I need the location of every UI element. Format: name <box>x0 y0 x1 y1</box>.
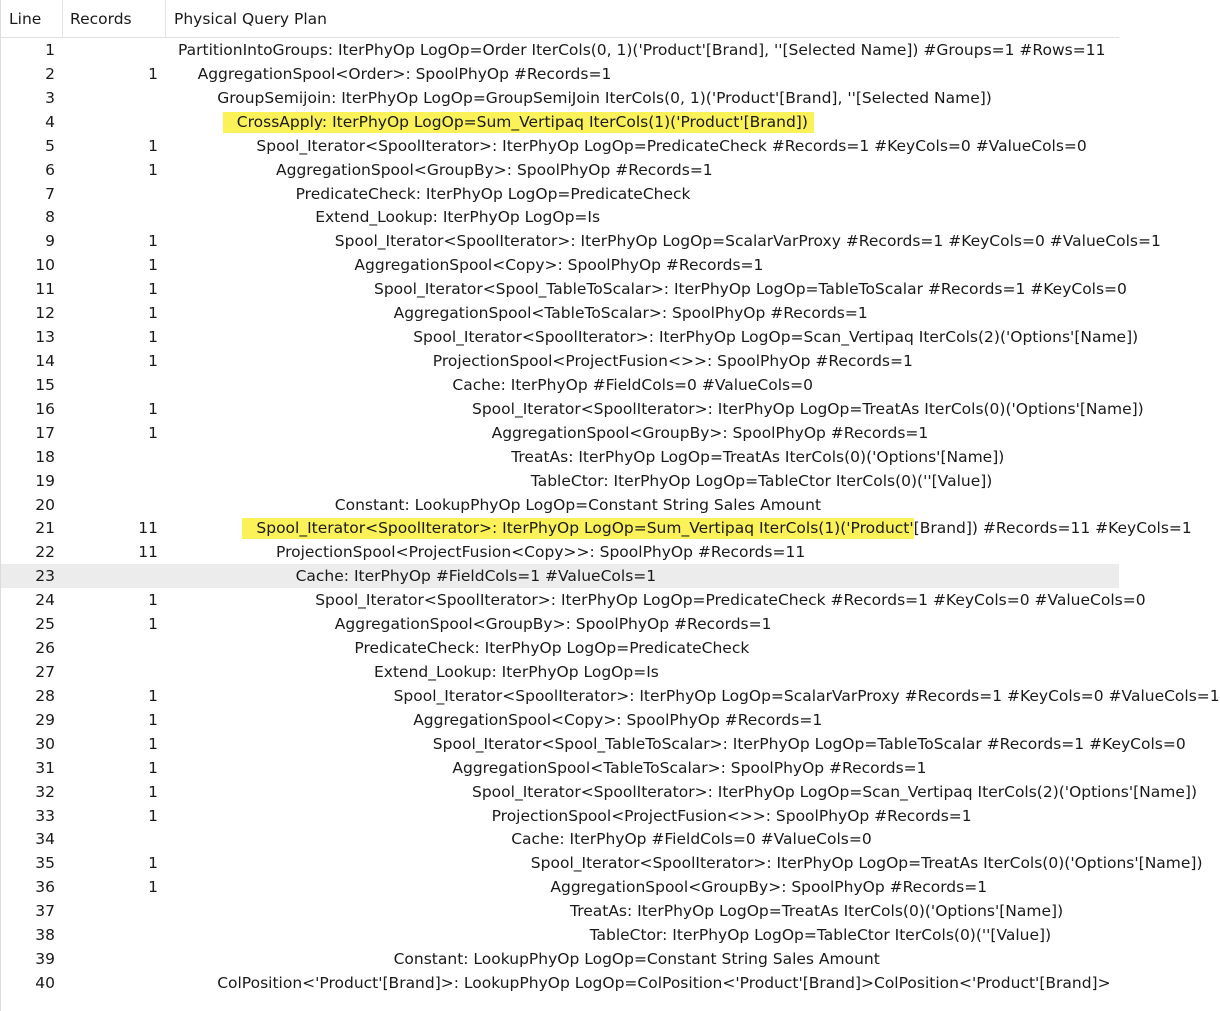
plan-operator-text: Extend_Lookup: IterPhyOp LogOp=Is <box>315 208 601 227</box>
plan-operator-text: AggregationSpool<GroupBy>: SpoolPhyOp #Records=1 <box>334 615 772 634</box>
line-number: 9 <box>45 232 55 251</box>
line-number: 14 <box>35 351 55 370</box>
line-number: 7 <box>45 184 55 203</box>
plan-row[interactable] <box>1 349 1119 373</box>
line-number: 37 <box>35 902 55 921</box>
records-count: 1 <box>148 136 158 155</box>
records-count: 11 <box>138 519 158 538</box>
plan-row[interactable] <box>1 660 1119 684</box>
plan-row[interactable] <box>1 612 1119 636</box>
plan-row[interactable] <box>1 229 1161 253</box>
line-number: 39 <box>35 950 55 969</box>
records-count: 1 <box>148 710 158 729</box>
line-number: 28 <box>35 686 55 705</box>
plan-operator-text: Cache: IterPhyOp #FieldCols=0 #ValueCols=0 <box>452 375 813 394</box>
plan-operator-text: TableCtor: IterPhyOp LogOp=TableCtor IterCols(0)(''[Value]) <box>530 471 993 490</box>
line-number: 4 <box>45 112 55 131</box>
plan-operator-text: PartitionIntoGroups: IterPhyOp LogOp=Order IterCols(0, 1)('Product'[Brand], ''[Selected Name]) #Groups=1 #Rows=11 <box>178 41 1106 59</box>
plan-operator-text: AggregationSpool<Copy>: SpoolPhyOp #Records=1 <box>413 710 823 729</box>
line-number: 3 <box>45 88 55 107</box>
plan-row[interactable] <box>1 947 1119 971</box>
line-number: 40 <box>35 973 55 992</box>
plan-row[interactable] <box>1 780 1198 804</box>
records-count: 1 <box>148 758 158 777</box>
plan-row[interactable] <box>1 421 1119 445</box>
line-number: 22 <box>35 543 55 562</box>
line-number: 5 <box>45 136 55 155</box>
plan-operator-text: AggregationSpool<GroupBy>: SpoolPhyOp #Records=1 <box>550 878 988 897</box>
plan-row[interactable] <box>1 301 1119 325</box>
line-number: 20 <box>35 495 55 514</box>
plan-operator-text: TableCtor: IterPhyOp LogOp=TableCtor IterCols(0)(''[Value]) <box>589 926 1052 945</box>
plan-row[interactable] <box>1 875 1119 899</box>
line-number: 33 <box>35 806 55 825</box>
line-number: 18 <box>35 447 55 466</box>
plan-operator-text: Constant: LookupPhyOp LogOp=Constant String Sales Amount <box>334 495 822 514</box>
records-count: 11 <box>138 543 158 562</box>
column-header-line[interactable]: Line <box>1 0 63 37</box>
plan-operator-text: AggregationSpool<TableToScalar>: SpoolPhyOp #Records=1 <box>393 304 868 323</box>
line-number: 26 <box>35 639 55 658</box>
plan-operator-text: AggregationSpool<TableToScalar>: SpoolPhyOp #Records=1 <box>452 758 927 777</box>
plan-row[interactable] <box>1 899 1119 923</box>
plan-row[interactable] <box>1 708 1119 732</box>
records-count: 1 <box>148 782 158 801</box>
plan-operator-text: ProjectionSpool<ProjectFusion<>>: SpoolPhyOp #Records=1 <box>432 351 913 370</box>
line-number: 13 <box>35 328 55 347</box>
line-number: 29 <box>35 710 55 729</box>
line-number: 17 <box>35 423 55 442</box>
plan-operator-text: Cache: IterPhyOp #FieldCols=1 #ValueCols=1 <box>295 567 657 586</box>
records-count: 1 <box>148 256 158 275</box>
records-count: 1 <box>148 304 158 323</box>
operator-text-remainder: [Brand]) #Records=11 #KeyCols=1 <box>913 519 1192 538</box>
line-number: 34 <box>35 830 55 849</box>
plan-row[interactable] <box>1 540 1119 564</box>
plan-row[interactable] <box>1 397 1144 421</box>
line-number: 35 <box>35 854 55 873</box>
plan-operator-text: PredicateCheck: IterPhyOp LogOp=PredicateCheck <box>295 184 691 203</box>
plan-row[interactable] <box>1 86 1119 110</box>
plan-row[interactable] <box>1 110 1119 134</box>
plan-operator-text: ProjectionSpool<ProjectFusion<Copy>>: SpoolPhyOp #Records=11 <box>276 543 806 562</box>
plan-operator-text: Spool_Iterator<SpoolIterator>: IterPhyOp LogOp=Scan_Vertipaq IterCols(2)('Options'[Name]) <box>413 328 1139 347</box>
plan-row[interactable] <box>1 205 1119 229</box>
records-count: 1 <box>148 591 158 610</box>
records-count: 1 <box>148 878 158 897</box>
highlighted-operator: Spool_Iterator<SpoolIterator>: IterPhyOp LogOp=Sum_Vertipaq IterCols(1)('Product' <box>242 518 913 539</box>
records-count: 1 <box>148 734 158 753</box>
plan-operator-text: Cache: IterPhyOp #FieldCols=0 #ValueCols=0 <box>511 830 872 849</box>
records-count: 1 <box>148 399 158 418</box>
plan-row[interactable] <box>1 38 1119 62</box>
plan-operator-text <box>237 110 814 134</box>
column-header-records[interactable]: Records <box>63 0 166 37</box>
records-count: 1 <box>148 615 158 634</box>
plan-row[interactable] <box>1 804 1119 828</box>
records-count: 1 <box>148 232 158 251</box>
plan-row[interactable] <box>1 971 1119 995</box>
records-count: 1 <box>148 351 158 370</box>
line-number: 21 <box>35 519 55 538</box>
plan-row[interactable] <box>1 469 1119 493</box>
plan-row[interactable] <box>1 373 1119 397</box>
plan-row[interactable] <box>1 62 1119 86</box>
records-count: 1 <box>148 806 158 825</box>
plan-row[interactable] <box>1 134 1119 158</box>
plan-row[interactable] <box>1 158 1119 182</box>
line-number: 15 <box>35 375 55 394</box>
plan-operator-text: Spool_Iterator<SpoolIterator>: IterPhyOp LogOp=PredicateCheck #Records=1 #KeyCols=0 #ValueCols=0 <box>256 136 1087 155</box>
plan-row[interactable] <box>1 732 1186 756</box>
plan-operator-text: Spool_Iterator<SpoolIterator>: IterPhyOp LogOp=Scan_Vertipaq IterCols(2)('Options'[Name]) <box>472 782 1198 801</box>
line-number: 36 <box>35 878 55 897</box>
plan-operator-text: Spool_Iterator<Spool_TableToScalar>: IterPhyOp LogOp=TableToScalar #Records=1 #KeyCols=0 <box>432 734 1186 753</box>
plan-row[interactable] <box>1 827 1119 851</box>
plan-rows <box>1 38 1220 995</box>
plan-operator-text: Spool_Iterator<SpoolIterator>: IterPhyOp LogOp=PredicateCheck #Records=1 #KeyCols=0 #ValueCols=0 <box>315 591 1146 610</box>
plan-row[interactable] <box>1 756 1119 780</box>
records-count: 1 <box>148 686 158 705</box>
plan-operator-text: Spool_Iterator<SpoolIterator>: IterPhyOp LogOp=TreatAs IterCols(0)('Options'[Name]) <box>530 854 1203 873</box>
line-number: 38 <box>35 926 55 945</box>
line-number: 10 <box>35 256 55 275</box>
line-number: 30 <box>35 734 55 753</box>
line-number: 24 <box>35 591 55 610</box>
plan-operator-text: Spool_Iterator<SpoolIterator>: IterPhyOp LogOp=ScalarVarProxy #Records=1 #KeyCols=0 #ValueCols=1 <box>334 232 1161 251</box>
plan-row[interactable] <box>1 564 1119 588</box>
plan-row[interactable] <box>1 851 1203 875</box>
line-number: 32 <box>35 782 55 801</box>
plan-operator-text: GroupSemijoin: IterPhyOp LogOp=GroupSemiJoin IterCols(0, 1)('Product'[Brand], ''[Selected Name]) <box>217 88 992 107</box>
records-count: 1 <box>148 160 158 179</box>
records-count: 1 <box>148 64 158 83</box>
plan-operator-text: Spool_Iterator<SpoolIterator>: IterPhyOp LogOp=TreatAs IterCols(0)('Options'[Name]) <box>472 399 1144 418</box>
plan-operator-text: AggregationSpool<GroupBy>: SpoolPhyOp #Records=1 <box>276 160 713 179</box>
plan-operator-text: Constant: LookupPhyOp LogOp=Constant String Sales Amount <box>393 950 880 969</box>
line-number: 23 <box>35 567 55 586</box>
plan-operator-text: Spool_Iterator<Spool_TableToScalar>: IterPhyOp LogOp=TableToScalar #Records=1 #KeyCols=0 <box>374 280 1127 299</box>
line-number: 8 <box>45 208 55 227</box>
plan-row[interactable] <box>1 636 1119 660</box>
plan-operator-text: PredicateCheck: IterPhyOp LogOp=PredicateCheck <box>354 639 750 658</box>
records-count: 1 <box>148 423 158 442</box>
line-number: 6 <box>45 160 55 179</box>
plan-row[interactable] <box>1 923 1119 947</box>
plan-row[interactable] <box>1 253 1119 277</box>
plan-row[interactable] <box>1 277 1127 301</box>
line-number: 1 <box>45 41 55 59</box>
plan-row[interactable] <box>1 325 1139 349</box>
plan-operator-text <box>256 516 1191 540</box>
line-number: 12 <box>35 304 55 323</box>
plan-row[interactable] <box>1 182 1119 206</box>
plan-operator-text: ColPosition<'Product'[Brand]>: LookupPhyOp LogOp=ColPosition<'Product'[Brand]>ColPosition<'Product'[Brand]> <box>217 973 1111 992</box>
plan-operator-text: AggregationSpool<Copy>: SpoolPhyOp #Records=1 <box>354 256 764 275</box>
line-number: 27 <box>35 662 55 681</box>
column-header-physical-query-plan[interactable]: Physical Query Plan <box>174 10 327 28</box>
plan-operator-text: TreatAs: IterPhyOp LogOp=TreatAs IterCols(0)('Options'[Name]) <box>511 447 1005 466</box>
plan-row[interactable] <box>1 445 1119 469</box>
plan-operator-text: TreatAs: IterPhyOp LogOp=TreatAs IterCols(0)('Options'[Name]) <box>570 902 1064 921</box>
line-number: 16 <box>35 399 55 418</box>
plan-row[interactable] <box>1 588 1146 612</box>
line-number: 19 <box>35 471 55 490</box>
plan-operator-text: AggregationSpool<Order>: SpoolPhyOp #Records=1 <box>197 64 612 83</box>
plan-row[interactable] <box>1 516 1192 540</box>
records-count: 1 <box>148 328 158 347</box>
plan-row[interactable] <box>1 684 1220 708</box>
line-number: 11 <box>35 280 55 299</box>
line-number: 31 <box>35 758 55 777</box>
highlighted-operator: CrossApply: IterPhyOp LogOp=Sum_Vertipaq IterCols(1)('Product'[Brand]) <box>223 112 814 133</box>
plan-operator-text: Extend_Lookup: IterPhyOp LogOp=Is <box>374 662 659 681</box>
plan-operator-text: AggregationSpool<GroupBy>: SpoolPhyOp #Records=1 <box>491 423 929 442</box>
plan-row[interactable] <box>1 493 1119 517</box>
line-number: 2 <box>45 64 55 83</box>
records-count: 1 <box>148 854 158 873</box>
records-count: 1 <box>148 280 158 299</box>
plan-operator-text: Spool_Iterator<SpoolIterator>: IterPhyOp LogOp=ScalarVarProxy #Records=1 #KeyCols=0 #ValueCols=1 <box>393 686 1220 705</box>
grid-header <box>1 0 1119 38</box>
plan-operator-text: ProjectionSpool<ProjectFusion<>>: SpoolPhyOp #Records=1 <box>491 806 972 825</box>
line-number: 25 <box>35 615 55 634</box>
